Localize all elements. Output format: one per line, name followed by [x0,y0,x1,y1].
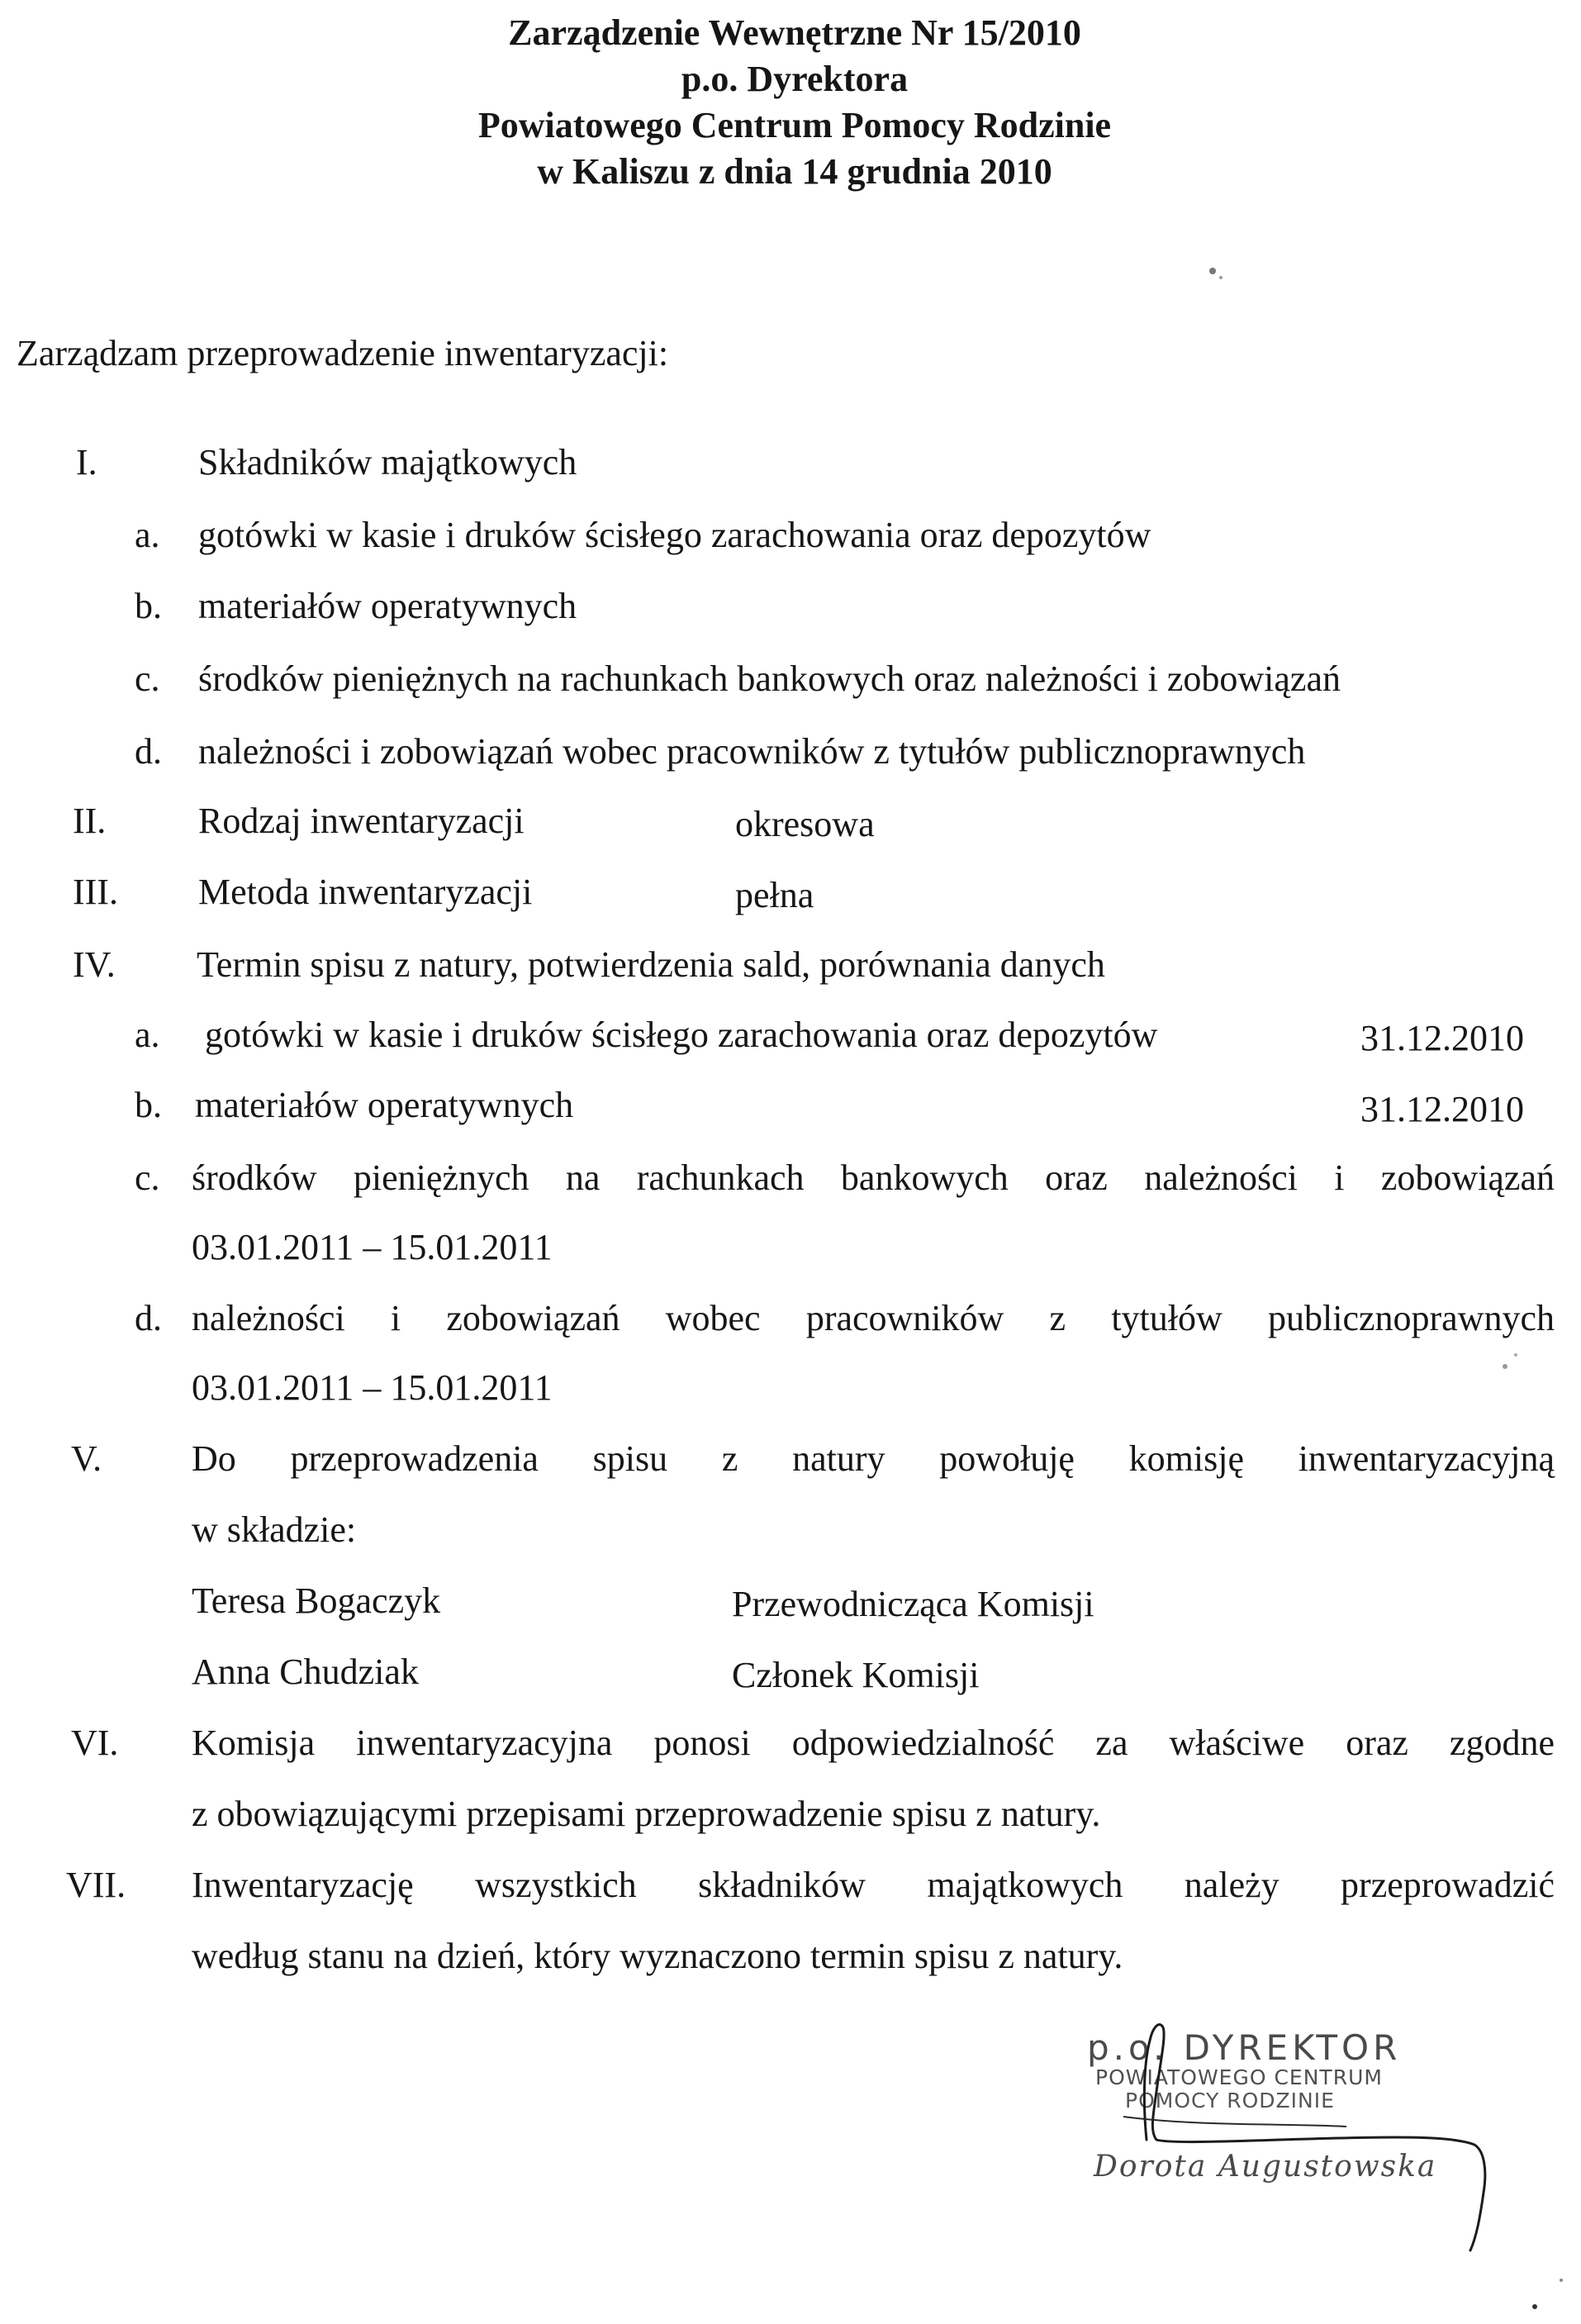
item-date: 31.12.2010 [1360,1018,1524,1058]
header-date: w Kaliszu z dnia 14 grudnia 2010 [537,151,1052,192]
item-text: środków pieniężnych na rachunkach bankowych oraz należności i zobowiązań [192,1157,1555,1198]
inventory-date-text-cont: według stanu na dzień, który wyznaczono termin spisu z natury. [192,1936,1123,1976]
item-letter: d. [135,1298,162,1338]
stamp-name: Dorota Augustowska [1094,2150,1437,2184]
item-letter: c. [135,1157,160,1198]
header-institution: Powiatowego Centrum Pomocy Rodzinie [477,105,1112,145]
member-role: Przewodnicząca Komisji [732,1584,1094,1624]
stamp-institution: POWIATOWEGO CENTRUM [1095,2065,1383,2089]
section-title: Termin spisu z natury, potwierdzenia sald, porównania danych [197,944,1105,985]
inventory-method-value: pełna [735,875,814,915]
section-number: II. [73,801,107,841]
committee-intro-cont: w składzie: [192,1509,357,1550]
item-letter: a. [135,1015,160,1055]
item-text: należności i zobowiązań wobec pracowników z tytułów publicznoprawnych [198,731,1306,772]
section-number: I. [76,442,97,482]
item-text: gotówki w kasie i druków ścisłego zarachowania oraz depozytów [198,515,1151,555]
member-name: Teresa Bogaczyk [192,1580,441,1621]
item-date: 31.12.2010 [1360,1089,1524,1129]
item-text: materiałów operatywnych [195,1085,574,1125]
section-title: Składników majątkowych [198,442,577,482]
stamp-title: p.o. DYREKTOR [1087,2027,1402,2068]
section-number: IV. [73,944,116,985]
item-letter: b. [135,1085,162,1125]
section-number: III. [73,872,118,912]
section-number: VI. [71,1723,119,1763]
item-letter: b. [135,586,162,626]
inventory-method-label: Metoda inwentaryzacji [198,872,533,912]
item-text: środków pieniężnych na rachunkach bankowych oraz należności i zobowiązań [198,658,1341,699]
responsibility-text: Komisja inwentaryzacyjna ponosi odpowiedzialność za właściwe oraz zgodne [192,1723,1555,1763]
header-title: Zarządzenie Wewnętrzne Nr 15/2010 [508,12,1081,53]
member-name: Anna Chudziak [192,1652,419,1692]
item-text: gotówki w kasie i druków ścisłego zarachowania oraz depozytów [205,1015,1158,1055]
inventory-type-label: Rodzaj inwentaryzacji [198,801,525,841]
member-role: Członek Komisji [732,1655,980,1695]
item-text: należności i zobowiązań wobec pracowników z tytułów publicznoprawnych [192,1298,1555,1338]
header-issuer: p.o. Dyrektora [681,59,909,99]
section-number: VII. [66,1865,126,1905]
item-date: 03.01.2011 – 15.01.2011 [192,1367,553,1408]
section-number: V. [71,1438,102,1479]
item-letter: d. [135,731,162,772]
item-text: materiałów operatywnych [198,586,577,626]
responsibility-text-cont: z obowiązującymi przepisami przeprowadzenie spisu z natury. [192,1794,1101,1834]
inventory-type-value: okresowa [735,804,875,844]
item-letter: a. [135,515,160,555]
inventory-date-text: Inwentaryzację wszystkich składników majątkowych należy przeprowadzić [192,1865,1555,1905]
stamp-institution-cont: POMOCY RODZINIE [1125,2089,1335,2113]
item-date: 03.01.2011 – 15.01.2011 [192,1227,553,1267]
item-letter: c. [135,658,160,699]
committee-intro: Do przeprowadzenia spisu z natury powołuję komisję inwentaryzacyjną [192,1438,1555,1479]
intro-text: Zarządzam przeprowadzenie inwentaryzacji: [17,333,669,373]
